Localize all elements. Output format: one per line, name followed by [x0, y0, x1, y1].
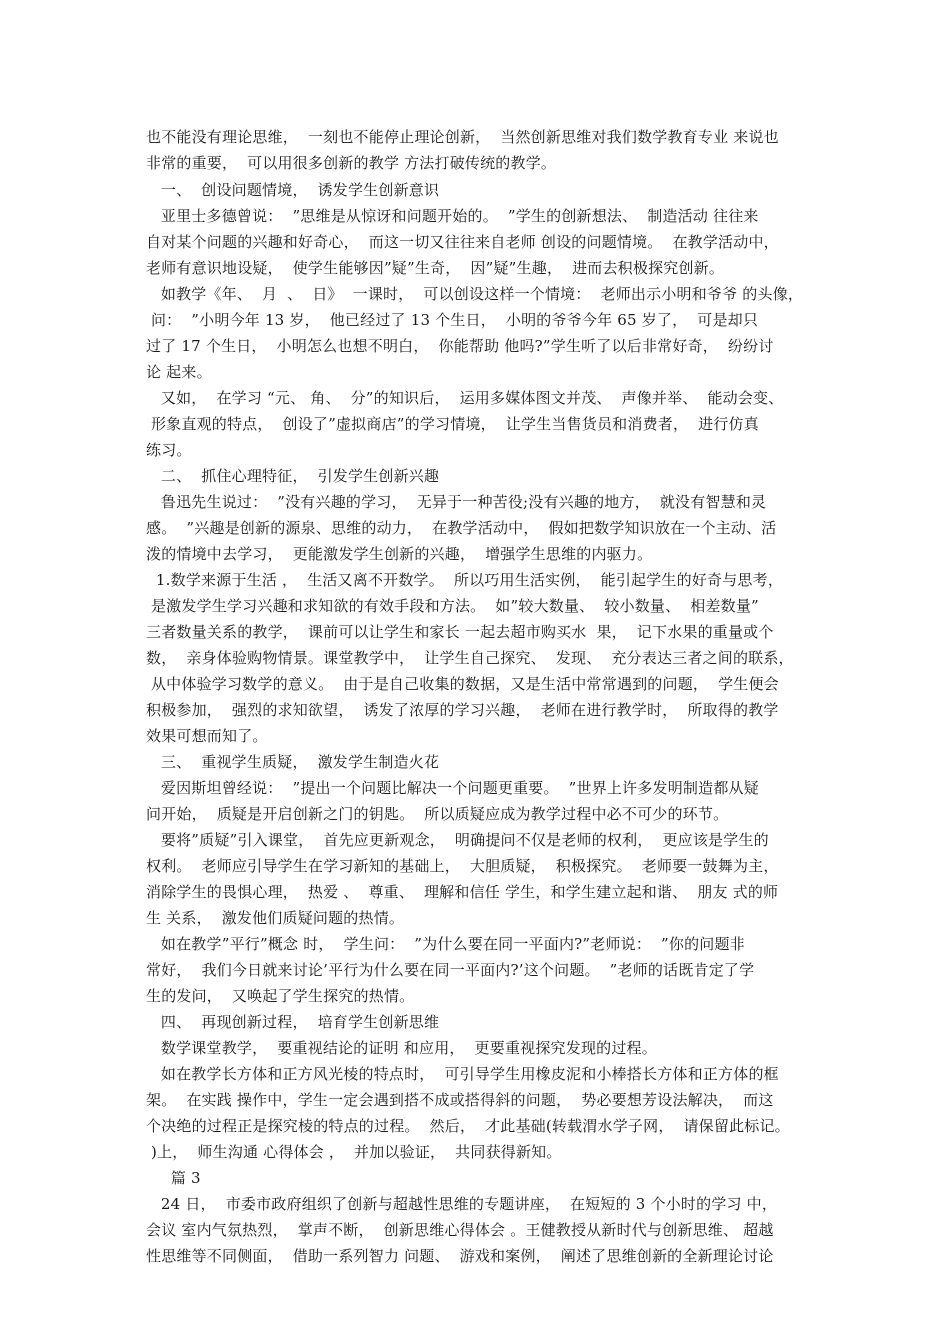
text-line: 非常的重要， 可以用很多创新的教学 方法打破传统的教学。 — [146, 154, 557, 172]
text-line: 是激发学生学习兴趣和求知欲的有效手段和方法。 如”较大数量、 较小数量、 相差数量” — [146, 597, 759, 615]
section-heading: 四、 再现创新过程， 培育学生创新思维 — [146, 1013, 440, 1031]
text-line: 也不能没有理论思维， 一刻也不能停止理论创新， 当然创新思维对我们数学教育专业 来说也 — [146, 128, 779, 146]
text-line: 练习。 — [146, 441, 192, 459]
text-line: 效果可想而知了。 — [146, 727, 268, 745]
text-line: 如在教学”平行”概念 时， 学生问： ”为什么要在同一平面内?”老师说： ”你的问题非 — [146, 935, 745, 953]
text-line: 消除学生的畏惧心理， 热爱 、 尊重、 理解和信任 学生，和学生建立起和谐、 朋友 式的师 — [146, 883, 779, 901]
section-heading: 二、 抓住心理特征， 引发学生创新兴趣 — [146, 467, 440, 485]
section-heading: 篇 3 — [146, 1169, 201, 1187]
text-line: 数， 亲身体验购物情景。课堂教学中， 让学生自己探究、 发现、 充分表达三者之间的联系， — [146, 649, 794, 667]
text-line: 过了 17 个生日， 小明怎么也想不明白， 你能帮助 他吗?”学生听了以后非常好奇， 纷纷讨 — [146, 337, 774, 355]
text-line: 积极参加， 强烈的求知欲望， 诱发了浓厚的学习兴趣， 老师在进行教学时， 所取得的教学 — [146, 701, 779, 719]
text-line: 爱因斯坦曾经说： ”提出一个问题比解决一个问题更重要。 ”世界上许多发明制造都从疑 — [146, 779, 759, 797]
text-line: 鲁迅先生说过： ”没有兴趣的学习， 无异于一种苦役;没有兴趣的地方， 就没有智慧和灵 — [146, 493, 767, 511]
text-line: 亚里士多德曾说： ”思维是从惊讶和问题开始的。 ”学生的创新想法、 制造活动 往往来 — [146, 207, 759, 225]
text-line: 论 起来。 — [146, 363, 212, 381]
text-line: 要将”质疑”引入课堂， 首先应更新观念， 明确提问不仅是老师的权利， 更应该是学生的 — [146, 831, 769, 849]
text-line: 问： ”小明今年 13 岁， 他已经过了 13 个生日， 小明的爷爷今年 65 岁了， 可是却只 — [146, 311, 759, 329]
text-line: )上， 师生沟通 心得体会 ， 并加以验证， 共同获得新知。 — [146, 1143, 562, 1161]
section-heading: 一、 创设问题情境， 诱发学生创新意识 — [146, 181, 440, 199]
text-line: 泼的情境中去学习， 更能激发学生创新的兴趣， 增强学生思维的内驱力。 — [146, 545, 653, 563]
text-line: 个决绝的过程正是探究棱的特点的过程。 然后， 才此基础(转载渭水学子网， 请保留此标记。 — [146, 1117, 790, 1135]
text-line: 问开始， 质疑是开启创新之门的钥匙。 所以质疑应成为教学过程中必不可少的环节。 — [146, 805, 729, 823]
text-line: 架。 在实践 操作中，学生一定会遇到搭不成或搭得斜的问题， 势必要想芳设法解决， 而这 — [146, 1091, 774, 1109]
text-line: 数学课堂教学， 要重视结论的证明 和应用， 更要重视探究发现的过程。 — [146, 1039, 657, 1057]
text-line: 24 日， 市委市政府组织了创新与超越性思维的专题讲座， 在短短的 3 个小时的学习 中， — [146, 1195, 778, 1213]
text-line: 权利。 老师应引导学生在学习新知的基础上， 大胆质疑， 积极探究。 老师要一鼓舞为主， — [146, 857, 779, 875]
text-line: 感。 ”兴趣是创新的源泉、思维的动力， 在教学活动中， 假如把数学知识放在一个主动、活 — [146, 519, 777, 537]
text-line: 形象直观的特点， 创设了”虚拟商店”的学习情境， 让学生当售货员和消费者， 进行仿真 — [146, 415, 759, 433]
text-line: 又如， 在学习 “元、 角、 分”的知识后， 运用多媒体图文并茂、 声像并举、 能动会变、 — [146, 389, 784, 407]
text-line: 会议 室内气氛热烈， 掌声不断， 创新思维心得体会 。王健教授从新时代与创新思维、 超越 — [146, 1221, 774, 1239]
text-line: 性思维等不同侧面， 借助一系列智力 问题、 游戏和案例， 阐述了思维创新的全新理论讨论 — [146, 1247, 774, 1265]
section-heading: 三、 重视学生质疑， 激发学生制造火花 — [146, 753, 440, 771]
text-line: 自对某个问题的兴趣和好奇心， 而这一切又往往来自老师 创设的问题情境。 在教学活动中， — [146, 233, 779, 251]
text-line: 生的发问， 又唤起了学生探究的热情。 — [146, 987, 415, 1005]
text-line: 如教学《年、 月 、 日》 一课时， 可以创设这样一个情境： 老师出示小明和爷爷 的头像， — [146, 285, 804, 303]
text-line: 生 关系， 激发他们质疑问题的热情。 — [146, 909, 405, 927]
text-line: 三者数量关系的教学， 课前可以让学生和家长 一起去超市购买水 果， 记下水果的重量或个 — [146, 623, 774, 641]
text-line: 如在教学长方体和正方风光棱的特点时， 可引导学生用橡皮泥和小棒搭长方体和正方体的框 — [146, 1065, 779, 1083]
text-line: 老师有意识地设疑， 使学生能够因”疑”生奇， 因”疑”生趣， 进而去积极探究创新。 — [146, 259, 725, 277]
text-line: 1.数学来源于生活 ， 生活又离不开数学。 所以巧用生活实例， 能引起学生的好奇与思考， — [146, 571, 784, 589]
text-line: 常好， 我们今日就来讨论’平行为什么要在同一平面内?’这个问题。 ”老师的话既肯定了学 — [146, 961, 755, 979]
text-line: 从中体验学习数学的意义。 由于是自己收集的数据，又是生活中常常遇到的问题， 学生便会 — [146, 675, 779, 693]
